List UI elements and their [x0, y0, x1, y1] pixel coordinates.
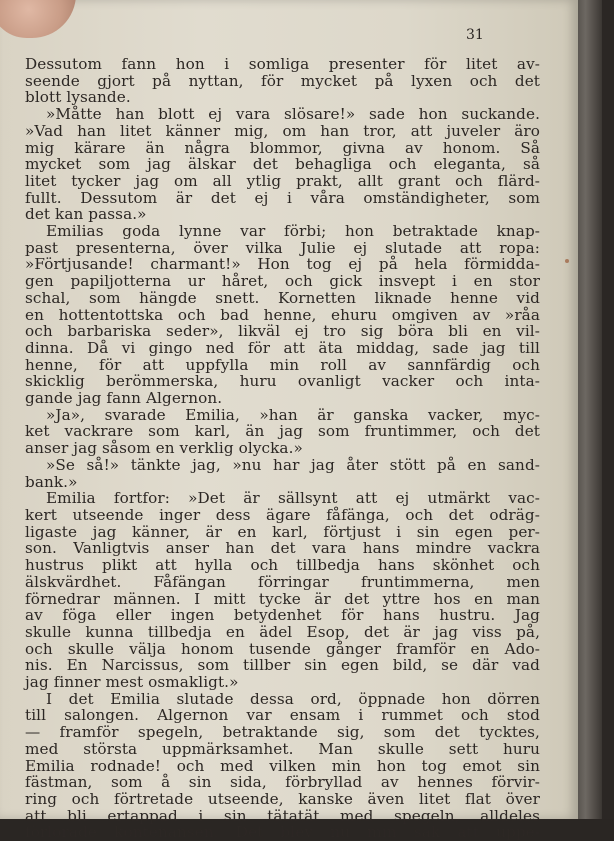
text-line: Emilia rodnade! och med vilken min hon tog emot sin: [25, 756, 540, 775]
page-text: [25, 56, 540, 841]
text-line: att bli ertappad i sin tätatät med spegeln, alldeles: [25, 806, 540, 825]
text-line: henne, för att uppfylla min roll av sannfärdig och: [25, 355, 540, 374]
text-line: Emilias goda lynne var förbi; hon betraktade knap-: [46, 222, 540, 241]
text-line: ring och förtretade utseende, kanske även litet flat över: [25, 789, 540, 808]
text-line: »Måtte han blott ej vara slösare!» sade hon suckande.: [46, 105, 540, 124]
text-line: schal, som hängde snett. Kornetten liknade henne vid: [25, 288, 540, 307]
text-line: en hottentottska och bad henne, ehuru omgiven av »råa: [25, 305, 540, 324]
text-line: »Vad han litet känner mig, om han tror, att juveler äro: [25, 121, 540, 140]
text-line: »Se så!» tänkte jag, »nu har jag åter stött på en sand-: [46, 455, 540, 474]
text-line: med största uppmärksamhet. Man skulle sett huru: [25, 739, 540, 758]
text-line: hustrus plikt att hylla och tillbedja hans skönhet och: [25, 556, 540, 575]
text-line: bank.»: [25, 472, 78, 491]
text-line: litet tycker jag om all ytlig prakt, allt grant och flärd-: [25, 171, 540, 190]
page-number: 31: [466, 27, 484, 43]
text-line: son. Vanligtvis anser han det vara hans mindre vackra: [25, 539, 540, 558]
text-line: gande jag fann Algernon.: [25, 389, 223, 408]
text-line: Dessutom fann hon i somliga presenter för litet av-: [25, 55, 540, 73]
text-line: och skulle välja honom tusende gånger framför en Ado-: [25, 639, 540, 658]
text-line: — framför spegeln, betraktande sig, som det tycktes,: [25, 723, 540, 742]
text-line: I det Emilia slutade dessa ord, öppnade hon dörren: [46, 689, 540, 708]
text-line: förlorade kontenansen. Det blev nu min sak att uppe-: [25, 823, 540, 841]
text-line: ket vackrare som karl, än jag som fruntimmer, och det: [25, 422, 540, 441]
text-line: till salongen. Algernon var ensam i rummet och stod: [25, 706, 540, 725]
text-line: älskvärdhet. Fåfängan förringar fruntimmerna, men: [25, 572, 540, 591]
text-line: seende gjort på nyttan, för mycket på lyxen och det: [25, 71, 540, 90]
text-line: anser jag såsom en verklig olycka.»: [25, 439, 303, 458]
text-line: jag finner mest osmakligt.»: [25, 673, 239, 692]
text-line: Emilia fortfor: »Det är sällsynt att ej utmärkt vac-: [46, 489, 540, 508]
text-line: det kan passa.»: [25, 205, 147, 224]
text-line: skicklig berömmerska, huru ovanligt vacker och inta-: [25, 372, 540, 391]
text-line: dinna. Då vi gingo ned för att äta middag, sade jag till: [25, 338, 540, 357]
text-line: past presenterna, över vilka Julie ej slutade att ropa:: [25, 238, 540, 257]
page-mark: [565, 259, 569, 263]
text-line: mycket som jag älskar det behagliga och eleganta, så: [25, 155, 540, 174]
text-line: förnedrar männen. I mitt tycke är det yttre hos en man: [25, 589, 540, 608]
text-line: fästman, som å sin sida, förbryllad av hennes förvir-: [25, 773, 540, 792]
text-line: skulle kunna tillbedja en ädel Esop, det är jag viss på,: [25, 622, 540, 641]
text-line: ligaste jag känner, är en karl, förtjust i sin egen per-: [25, 522, 540, 541]
finger-tip: [0, 0, 76, 38]
text-line: gen papiljotterna ur håret, och gick insvept i en stor: [25, 272, 540, 291]
text-line: fullt. Dessutom är det ej i våra omständigheter, som: [25, 188, 540, 207]
text-line: blott lysande.: [25, 88, 131, 107]
text-line: nis. En Narcissus, som tillber sin egen bild, se där vad: [25, 656, 540, 675]
text-line: »Förtjusande! charmant!» Hon tog ej på hela förmidda-: [25, 255, 540, 274]
text-line: mig kärare än några blommor, givna av honom. Så: [25, 138, 540, 157]
text-line: av föga eller ingen betydenhet för hans hustru. Jag: [25, 606, 540, 625]
text-line: »Ja», svarade Emilia, »han är ganska vacker, myc-: [46, 405, 540, 424]
text-line: och barbariska seder», likväl ej tro sig böra bli en vil-: [25, 322, 540, 341]
text-line: kert utseende inger dess ägare fåfänga, och det odräg-: [25, 505, 540, 524]
